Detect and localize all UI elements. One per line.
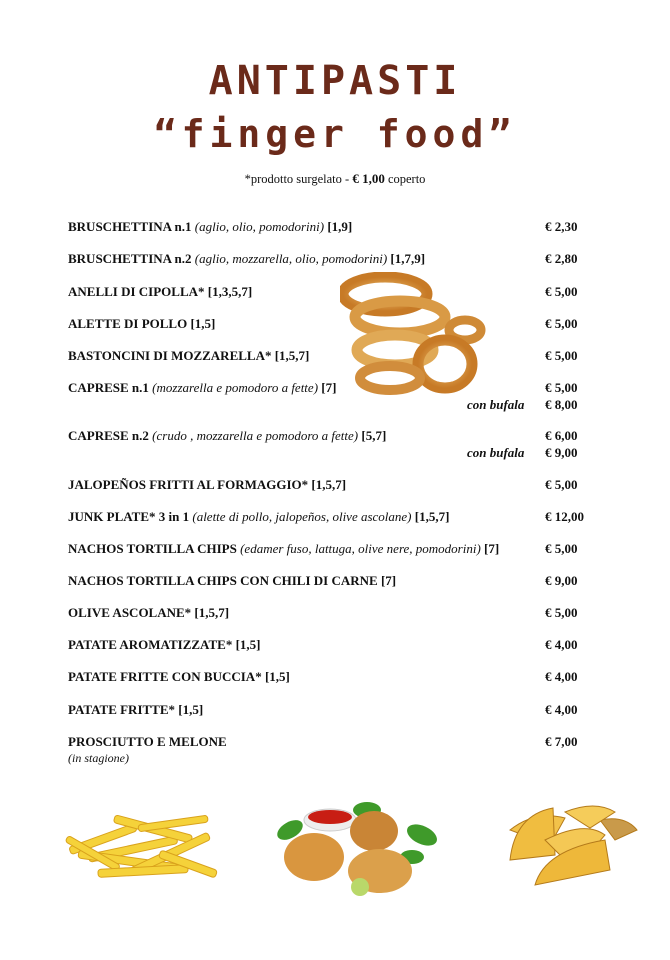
menu-item-price: € 9,00 [545, 573, 578, 588]
menu-item [68, 316, 215, 332]
menu-item [68, 348, 309, 364]
variant-price: € 8,00 [545, 397, 578, 412]
cover-charge-note [0, 171, 670, 187]
menu-item-name: CAPRESE n.1 [68, 380, 149, 395]
menu-item-description: (aglio, mozzarella, olio, pomodorini) [194, 251, 388, 266]
menu-item-price: € 5,00 [545, 477, 578, 492]
allergen-codes: [7] [321, 380, 337, 395]
variant-label: con bufala [467, 445, 525, 460]
allergen-codes: [1,5] [190, 316, 216, 331]
menu-item-price: € 5,00 [545, 348, 578, 363]
allergen-codes: [1,7,9] [390, 251, 426, 266]
menu-item [68, 573, 396, 589]
note-prefix: *prodotto surgelato - [244, 172, 353, 186]
allergen-codes: [7] [484, 541, 500, 556]
french-fries-image [58, 805, 226, 885]
allergen-codes: [1,5,7] [194, 605, 230, 620]
menu-item-price: € 5,00 [545, 541, 578, 556]
onion-rings-image [340, 272, 490, 402]
menu-item [68, 637, 261, 653]
menu-item-price: € 5,00 [545, 284, 578, 299]
menu-item-price: € 7,00 [545, 734, 578, 749]
allergen-codes: [1,9] [327, 219, 353, 234]
menu-item [68, 605, 229, 621]
allergen-codes: [1,5,7] [311, 477, 347, 492]
menu-item-name: BASTONCINI DI MOZZARELLA* [68, 348, 272, 363]
menu-item-description: (edamer fuso, lattuga, olive nere, pomodorini) [240, 541, 481, 556]
menu-item-name: ALETTE DI POLLO [68, 316, 188, 331]
menu-item [68, 219, 352, 235]
menu-item [68, 702, 203, 718]
menu-item-name: JUNK PLATE* 3 in 1 [68, 509, 190, 524]
menu-item-description: (mozzarella e pomodoro a fette) [152, 380, 319, 395]
menu-item [68, 734, 227, 750]
menu-item [68, 509, 449, 525]
allergen-codes: [7] [380, 573, 397, 588]
page-title: ANTIPASTI [208, 58, 462, 104]
allergen-codes: [1,5] [264, 669, 290, 684]
menu-item-price: € 4,00 [545, 669, 578, 684]
menu-item [68, 251, 425, 267]
menu-item-name: NACHOS TORTILLA CHIPS CON CHILI DI CARNE [68, 573, 378, 588]
variant-price: € 9,00 [545, 445, 578, 460]
allergen-codes: [1,5] [235, 637, 261, 652]
menu-item [68, 284, 252, 300]
menu-item-price: € 4,00 [545, 637, 578, 652]
menu-item-name: PROSCIUTTO E MELONE [68, 734, 227, 749]
menu-item [68, 669, 290, 685]
page-subtitle: “finger food” [153, 112, 517, 156]
menu-item-description: (aglio, olio, pomodorini) [194, 219, 325, 234]
menu-item-price: € 2,30 [545, 219, 578, 234]
menu-item-name: PATATE FRITTE* [68, 702, 176, 717]
allergen-codes: [5,7] [361, 428, 387, 443]
menu-item-note: (in stagione) [68, 751, 129, 765]
allergen-codes: [1,5,7] [414, 509, 450, 524]
menu-item-name: OLIVE ASCOLANE* [68, 605, 192, 620]
menu-item [68, 428, 386, 444]
menu-item-name: BRUSCHETTINA n.1 [68, 219, 192, 234]
menu-item-price: € 5,00 [545, 605, 578, 620]
menu-item-name: ANELLI DI CIPOLLA* [68, 284, 205, 299]
fried-chicken-image [272, 795, 442, 900]
menu-item-name: BRUSCHETTINA n.2 [68, 251, 192, 266]
allergen-codes: [1,5] [178, 702, 204, 717]
menu-item [68, 477, 346, 493]
menu-item-price: € 12,00 [545, 509, 584, 524]
menu-item-name: PATATE FRITTE CON BUCCIA* [68, 669, 262, 684]
menu-item-name: PATATE AROMATIZZATE* [68, 637, 233, 652]
menu-item [68, 541, 499, 557]
allergen-codes: [1,5,7] [274, 348, 310, 363]
menu-item-description: (crudo , mozzarella e pomodoro a fette) [152, 428, 359, 443]
menu-item-price: € 6,00 [545, 428, 578, 443]
note-price: € 1,00 [352, 171, 385, 186]
menu-item-name: CAPRESE n.2 [68, 428, 149, 443]
menu-item [68, 380, 336, 396]
variant-label: con bufala [467, 397, 525, 412]
menu-item-name: JALOPEÑOS FRITTI AL FORMAGGIO* [68, 477, 309, 492]
menu-item-name: NACHOS TORTILLA CHIPS [68, 541, 237, 556]
menu-item-price: € 5,00 [545, 316, 578, 331]
menu-item-description: (alette di pollo, jalopeños, olive ascolane) [192, 509, 412, 524]
potato-wedges-image [505, 800, 640, 895]
menu-item-price: € 5,00 [545, 380, 578, 395]
allergen-codes: [1,3,5,7] [207, 284, 253, 299]
note-suffix: coperto [384, 172, 426, 186]
menu-item-price: € 2,80 [545, 251, 578, 266]
menu-item-price: € 4,00 [545, 702, 578, 717]
